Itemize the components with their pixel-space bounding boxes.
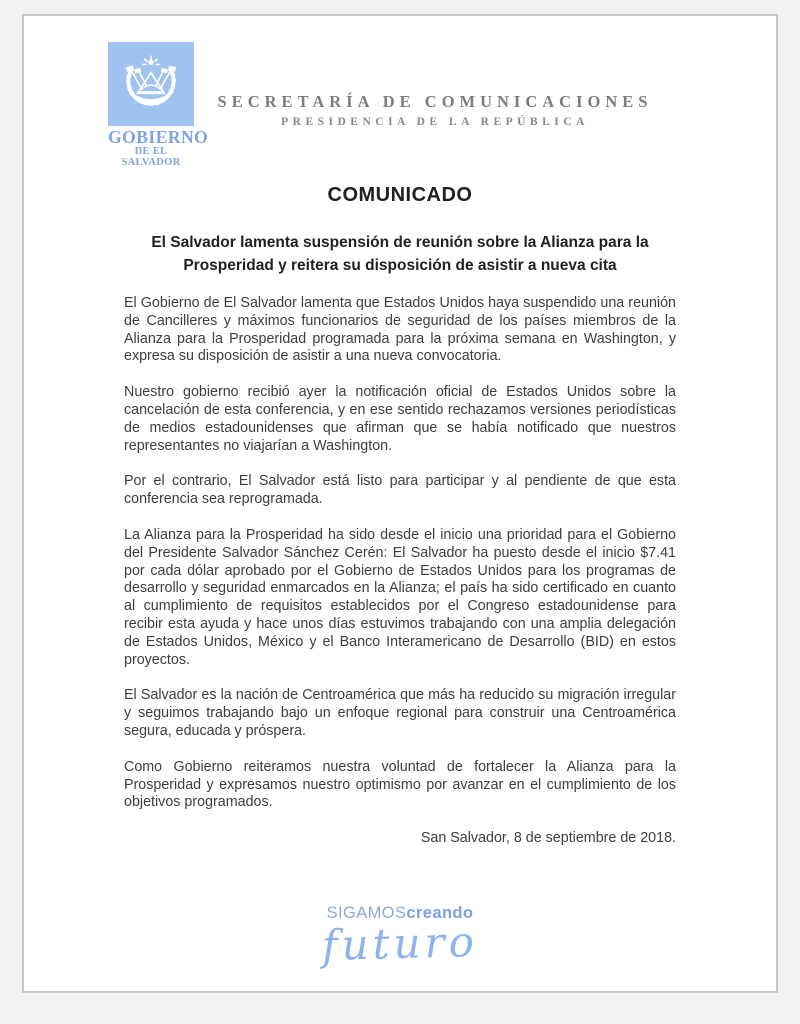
presidencia-heading: PRESIDENCIA DE LA REPÚBLICA bbox=[281, 116, 589, 128]
paragraph: El Salvador es la nación de Centroamérica que más ha reducido su migración irregular y seguimos trabajando bajo un enfoque regional para construir una Centroamérica segura, educada y próspera. bbox=[124, 687, 676, 739]
logo-el-salvador-label: DE EL SALVADOR bbox=[121, 146, 181, 169]
letterhead bbox=[24, 42, 776, 174]
paragraph: Como Gobierno reiteramos nuestra voluntad de fortalecer la Alianza para la Prosperidad y expresamos nuestro optimismo por avanzar en el cumplimiento de los objetivos programados. bbox=[124, 758, 676, 811]
logo-gobierno-label: GOBIERNO bbox=[108, 127, 209, 147]
coat-of-arms-icon bbox=[118, 51, 184, 117]
footer-sigamos-label: SIGAMOS bbox=[326, 903, 407, 922]
footer-brand-logo bbox=[24, 904, 776, 968]
doc-subtitle: El Salvador lamenta suspensión de reunión sobre la Alianza para la Prosperidad y reitera su disposición de asistir a nueva cita bbox=[151, 234, 649, 274]
dateline: San Salvador, 8 de septiembre de 2018. bbox=[420, 830, 676, 847]
paragraph: El Gobierno de El Salvador lamenta que Estados Unidos haya suspendido una reunión de Cancilleres y máximos funcionarios de seguridad de los países miembros de la Alianza para la Prosperidad programada para la próxima semana en Washington, y expresa su disposición de asistir a una nueva convocatoria. bbox=[124, 295, 676, 365]
comunicado-title: COMUNICADO bbox=[327, 184, 473, 206]
secretaria-heading: SECRETARÍA DE COMUNICACIONES bbox=[217, 92, 653, 111]
letterhead-text bbox=[200, 92, 670, 128]
logo-wordmark bbox=[108, 127, 209, 169]
paragraph: Nuestro gobierno recibió ayer la notificación oficial de Estados Unidos sobre la cancelación de esta conferencia, y en ese sentido rechazamos versiones periodísticas de medios estadounidenses que afirman que se había notificado que nuestros representantes no viajarían a Washington. bbox=[124, 384, 676, 454]
paragraph: Por el contrario, El Salvador está listo para participar y al pendiente de que esta conferencia sea reprogramada. bbox=[124, 473, 676, 508]
footer-creando-label: creando bbox=[406, 903, 474, 922]
logo-square bbox=[108, 42, 194, 126]
government-logo bbox=[108, 42, 209, 169]
document-page bbox=[22, 14, 778, 993]
paragraph: La Alianza para la Prosperidad ha sido desde el inicio una prioridad para el Gobierno del Presidente Salvador Sánchez Cerén: El Salvador ha puesto desde el inicio $7.41 por cada dólar aprobado por el Gobierno de Estados Unidos para los programas de desarrollo y seguridad enmarcados en la Alianza; el país ha sido certificado en cuanto al cumplimiento de requisitos establecidos por el Congreso estadounidense para recibir esta ayuda y hace unos días estuvimos trabajando con una amplia delegación de Estados Unidos, México y el Banco Interamericano de Desarrollo (BID) en estos proyectos. bbox=[124, 526, 676, 668]
footer-futuro-label: futuro bbox=[321, 916, 479, 970]
doc-body bbox=[124, 295, 676, 848]
